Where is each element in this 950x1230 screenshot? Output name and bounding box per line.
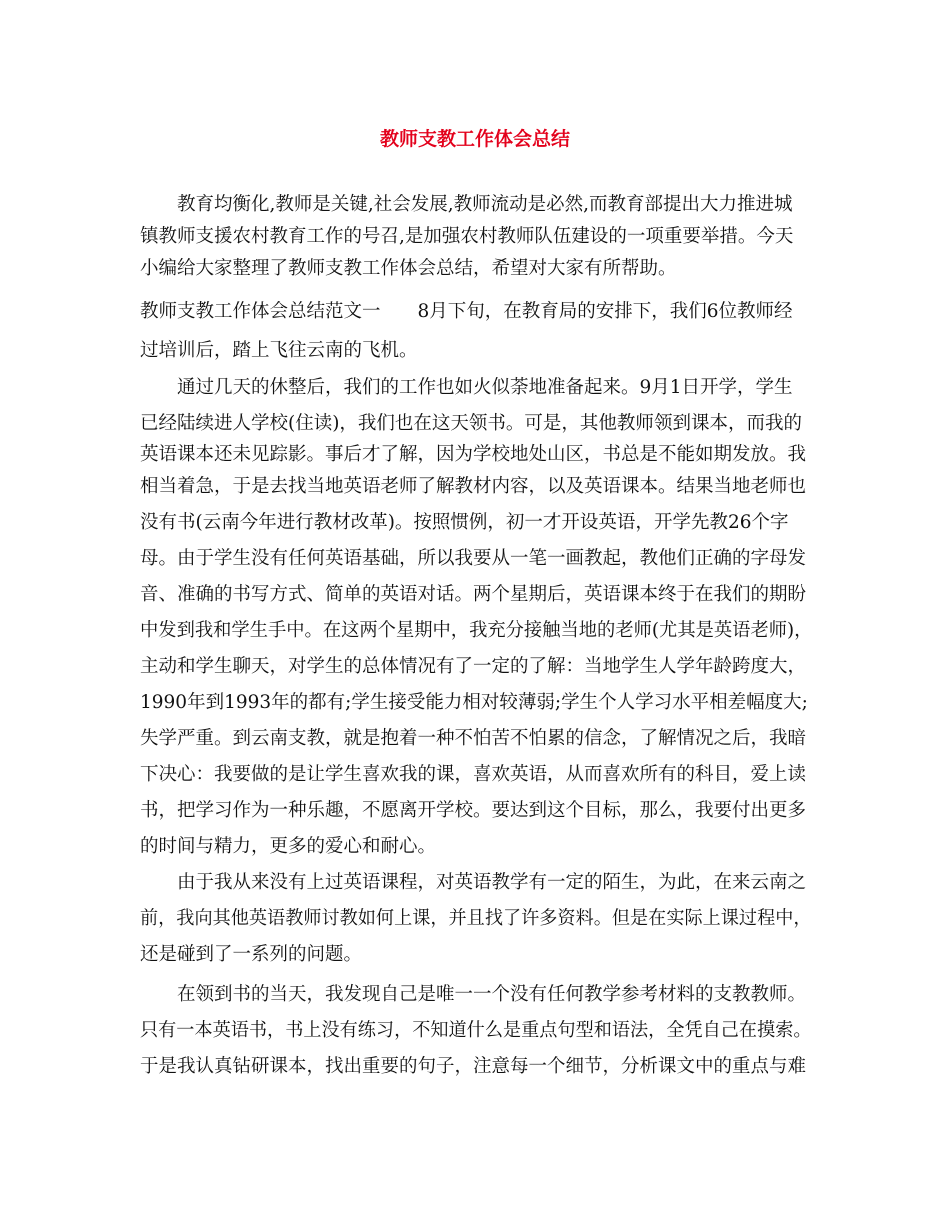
text-line: 前，我向其他英语教师讨教如何上课，并且找了许多资料。但是在实际上课过程中， [140,908,812,929]
text-line: 母。由于学生没有任何英语基础，所以我要从一笔一画教起，教他们正确的字母发 [140,548,807,569]
text-line: 已经陆续进人学校(住读)，我们也在这天领书。可是，其他教师领到课本，而我的 [140,413,802,434]
text-line: 只有一本英语书，书上没有练习，不知道什么是重点句型和语法，全凭自己在摸索。 [140,1020,812,1041]
text-line: 在领到书的当天，我发现自己是唯一一个没有任何教学参考材料的支教教师。 [177,984,807,1005]
text-line: 教师支教工作体会总结范文一 8月下旬，在教育局的安排下，我们6位教师经 [140,301,793,322]
text-line: 下决心：我要做的是让学生喜欢我的课，喜欢英语，从而喜欢所有的科目，爱上读 [140,764,807,785]
text-line: 小编给大家整理了教师支教工作体会总结，希望对大家有所帮助。 [140,258,677,279]
text-line: 主动和学生聊天，对学生的总体情况有了一定的了解：当地学生人学年龄跨度大， [140,656,807,677]
text-line: 还是碰到了一系列的问题。 [140,944,363,965]
document-title: 教师支教工作体会总结 [379,128,570,150]
text-line: 教育均衡化,教师是关键,社会发展,教师流动是必然,而教育部提出大力推进城 [177,194,793,215]
text-line: 英语课本还未见踪影。事后才了解，因为学校地处山区，书总是不能如期发放。我 [140,444,807,465]
text-line: 失学严重。到云南支教，就是抱着一种不怕苦不怕累的信念，了解情况之后，我暗 [140,728,807,749]
text-line: 1990年到1993年的都有;学生接受能力相对较薄弱;学生个人学习水平相差幅度大; [140,692,808,713]
text-line: 书，把学习作为一种乐趣，不愿离开学校。要达到这个目标，那么，我要付出更多 [140,800,807,821]
text-line: 没有书(云南今年进行教材改革)。按照惯例，初一才开设英语，开学先教26个字 [140,512,789,533]
text-line: 相当着急，于是去找当地英语老师了解教材内容，以及英语课本。结果当地老师也 [140,476,807,497]
text-line: 镇教师支援农村教育工作的号召,是加强农村教师队伍建设的一项重要举措。今天 [140,226,794,247]
text-line: 由于我从来没有上过英语课程，对英语教学有一定的陌生，为此，在来云南之 [177,872,807,893]
text-line: 于是我认真钻研课本，找出重要的句子，注意每一个细节，分析课文中的重点与难 [140,1056,807,1077]
text-line: 过培训后，踏上飞往云南的飞机。 [140,340,418,361]
text-line: 的时间与精力，更多的爱心和耐心。 [140,836,437,857]
text-line: 中发到我和学生手中。在这两个星期中，我充分接触当地的老师(尤其是英语老师)， [140,620,813,641]
text-line: 通过几天的休整后，我们的工作也如火似荼地准备起来。9月1日开学，学生 [177,377,793,398]
text-line: 音、准确的书写方式、简单的英语对话。两个星期后，英语课本终于在我们的期盼 [140,584,807,605]
